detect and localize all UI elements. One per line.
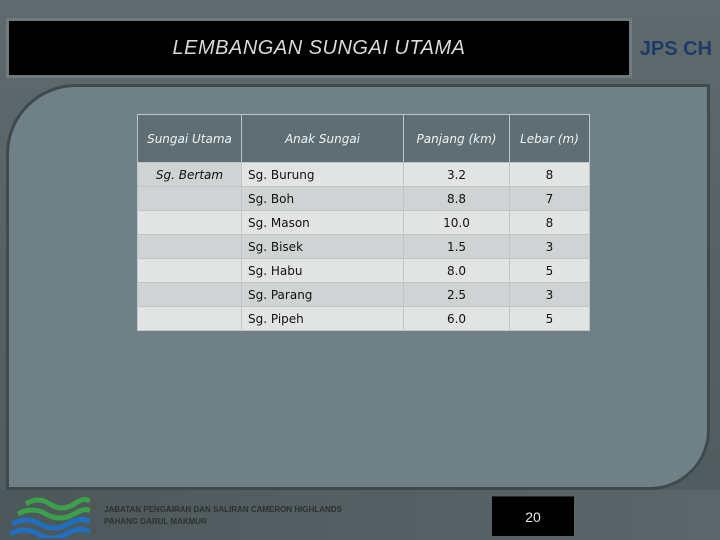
empty-cell xyxy=(138,283,242,307)
tributary-name: Sg. Pipeh xyxy=(242,307,404,331)
empty-cell xyxy=(138,235,242,259)
tributary-name: Sg. Mason xyxy=(242,211,404,235)
title-bar xyxy=(6,18,632,78)
header-sungai-utama: Sungai Utama xyxy=(138,115,242,163)
table-row xyxy=(138,211,590,235)
width-value: 3 xyxy=(510,283,590,307)
length-value: 3.2 xyxy=(404,163,510,187)
table-row xyxy=(138,235,590,259)
tributary-name: Sg. Burung xyxy=(242,163,404,187)
width-value: 3 xyxy=(510,235,590,259)
table-row xyxy=(138,187,590,211)
table-row xyxy=(138,307,590,331)
header-anak-sungai: Anak Sungai xyxy=(242,115,404,163)
tributary-name: Sg. Habu xyxy=(242,259,404,283)
length-value: 6.0 xyxy=(404,307,510,331)
river-table xyxy=(137,114,590,331)
page-number: 20 xyxy=(492,496,574,536)
footer-org-line2: PAHANG DARUL MAKMUR xyxy=(104,517,207,526)
brand-logo-text: JPS CH xyxy=(639,38,712,60)
table-row xyxy=(138,259,590,283)
footer-org xyxy=(104,504,342,528)
tributary-name: Sg. Boh xyxy=(242,187,404,211)
tributary-name: Sg. Bisek xyxy=(242,235,404,259)
main-river-cell: Sg. Bertam xyxy=(138,163,242,187)
width-value: 7 xyxy=(510,187,590,211)
table-row xyxy=(138,283,590,307)
width-value: 8 xyxy=(510,163,590,187)
length-value: 1.5 xyxy=(404,235,510,259)
width-value: 5 xyxy=(510,307,590,331)
length-value: 8.0 xyxy=(404,259,510,283)
slide-title: LEMBANGAN SUNGAI UTAMA xyxy=(172,36,466,59)
table-row xyxy=(138,163,590,187)
length-value: 2.5 xyxy=(404,283,510,307)
empty-cell xyxy=(138,211,242,235)
length-value: 10.0 xyxy=(404,211,510,235)
wave-logo-icon xyxy=(8,494,90,538)
empty-cell xyxy=(138,307,242,331)
footer-org-line1: JABATAN PENGAIRAN DAN SALIRAN CAMERON HIGHLANDS xyxy=(104,505,342,514)
width-value: 5 xyxy=(510,259,590,283)
width-value: 8 xyxy=(510,211,590,235)
length-value: 8.8 xyxy=(404,187,510,211)
table-header-row xyxy=(138,115,590,163)
tributary-name: Sg. Parang xyxy=(242,283,404,307)
empty-cell xyxy=(138,187,242,211)
header-panjang: Panjang (km) xyxy=(404,115,510,163)
header-lebar: Lebar (m) xyxy=(510,115,590,163)
empty-cell xyxy=(138,259,242,283)
